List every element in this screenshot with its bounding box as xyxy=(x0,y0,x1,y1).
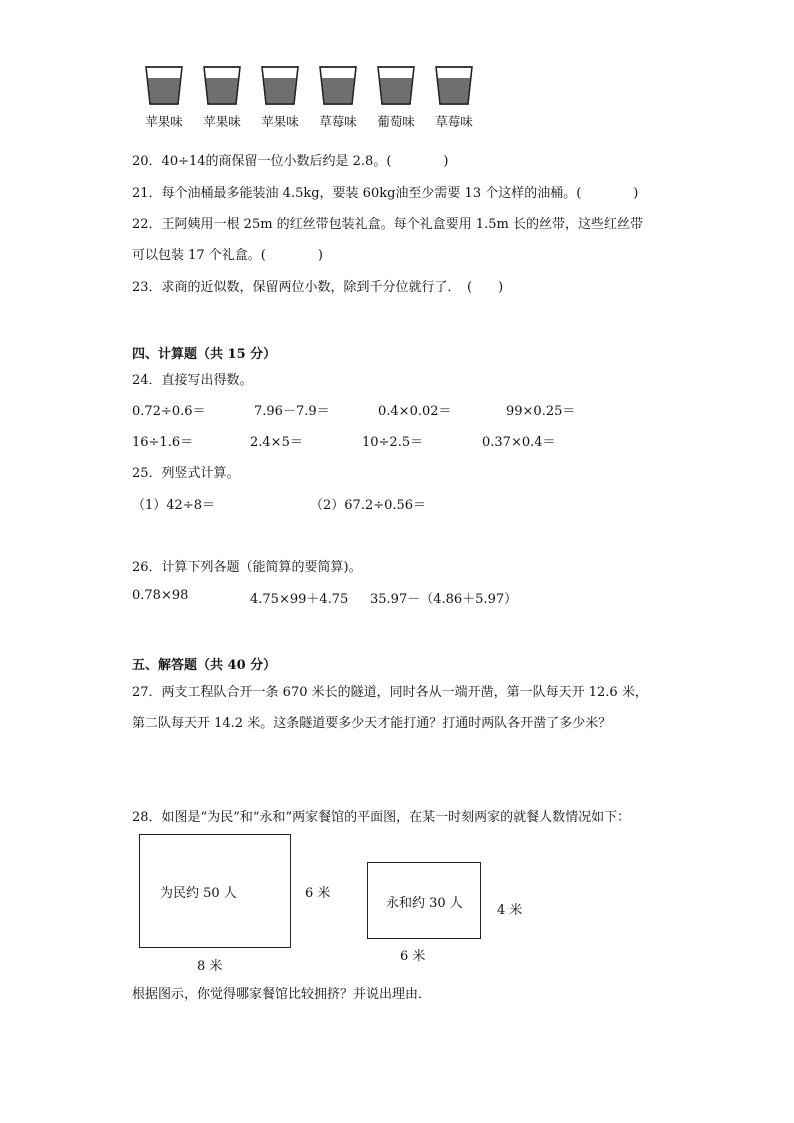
cup-label: 苹果味 xyxy=(145,114,183,129)
cup-label: 葡萄味 xyxy=(377,114,415,129)
question-28: 28．如图是“为民”和“永和”两家餐馆的平面图，在某一时刻两家的就餐人数情况如下： xyxy=(132,810,631,825)
cup-1 xyxy=(138,64,198,129)
q25-item-1: （1）42÷8＝ xyxy=(132,498,215,513)
question-21: 21．每个油桶最多能装油 4.5kg，要装 60kg油至少需要 13 个这样的油桶。( ) xyxy=(132,186,639,201)
cup-icon xyxy=(144,64,184,106)
calc-item: 2.4×5＝ xyxy=(250,435,303,450)
restaurant-yonghe-label: 永和约 30 人 xyxy=(386,896,463,911)
question-26: 26．计算下列各题（能简算的要简算)。 xyxy=(132,560,362,575)
restaurant-weimin-label: 为民约 50 人 xyxy=(160,886,237,901)
cup-icon xyxy=(202,64,242,106)
calc-item: 0.4×0.02＝ xyxy=(378,404,452,419)
cup-label: 苹果味 xyxy=(261,114,299,129)
question-22-line-1: 22．王阿姨用一根 25m 的红丝带包装礼盒。每个礼盒要用 1.5m 长的丝带，这些红丝带 xyxy=(132,217,643,232)
q25-item-2: （2）67.2÷0.56＝ xyxy=(310,498,427,513)
q26-item-2: 4.75×99＋4.75 xyxy=(250,592,349,607)
calc-item: 0.37×0.4＝ xyxy=(482,435,556,450)
question-20: 20．40÷14的商保留一位小数后约是 2.8。( ) xyxy=(132,154,449,169)
cup-label: 苹果味 xyxy=(203,114,241,129)
question-28-prompt: 根据图示，你觉得哪家餐馆比较拥挤？并说出理由． xyxy=(132,987,432,1002)
yonghe-height-label: 4 米 xyxy=(497,903,523,918)
q26-item-1: 0.78×98 xyxy=(132,588,189,603)
cup-icon xyxy=(260,64,300,106)
cup-icon xyxy=(376,64,416,106)
cup-2 xyxy=(196,64,256,129)
cup-4 xyxy=(312,64,372,129)
calc-item: 0.72÷0.6＝ xyxy=(132,404,206,419)
question-27-line-2: 第二队每天开 14.2 米。这条隧道要多少天才能打通？打通时两队各开凿了多少米？ xyxy=(132,716,612,731)
cup-label: 草莓味 xyxy=(435,114,473,129)
calc-item: 10÷2.5＝ xyxy=(362,435,424,450)
question-25: 25．列竖式计算。 xyxy=(132,466,240,481)
q26-item-3: 35.97－（4.86＋5.97） xyxy=(370,592,518,607)
question-23: 23．求商的近似数，保留两位小数，除到千分位就行了． ( ) xyxy=(132,280,504,295)
cup-6 xyxy=(428,64,488,129)
question-22-line-2: 可以包装 17 个礼盒。( ) xyxy=(132,248,323,263)
weimin-height-label: 6 米 xyxy=(305,886,331,901)
cup-3 xyxy=(254,64,314,129)
calc-item: 7.96－7.9＝ xyxy=(254,404,330,419)
cup-label: 草莓味 xyxy=(319,114,357,129)
question-24: 24．直接写出得数。 xyxy=(132,373,253,388)
cups-illustration xyxy=(138,64,498,134)
section-4-title: 四、计算题（共 15 分） xyxy=(132,347,277,362)
question-27-line-1: 27．两支工程队合开一条 670 米长的隧道，同时各从一端开凿，第一队每天开 12.6 米， xyxy=(132,685,648,700)
weimin-width-label: 8 米 xyxy=(197,959,223,974)
calc-item: 16÷1.6＝ xyxy=(132,435,194,450)
cup-icon xyxy=(434,64,474,106)
section-5-title: 五、解答题（共 40 分） xyxy=(132,658,277,673)
yonghe-width-label: 6 米 xyxy=(400,949,426,964)
calc-item: 99×0.25＝ xyxy=(506,404,576,419)
cup-icon xyxy=(318,64,358,106)
cup-5 xyxy=(370,64,430,129)
